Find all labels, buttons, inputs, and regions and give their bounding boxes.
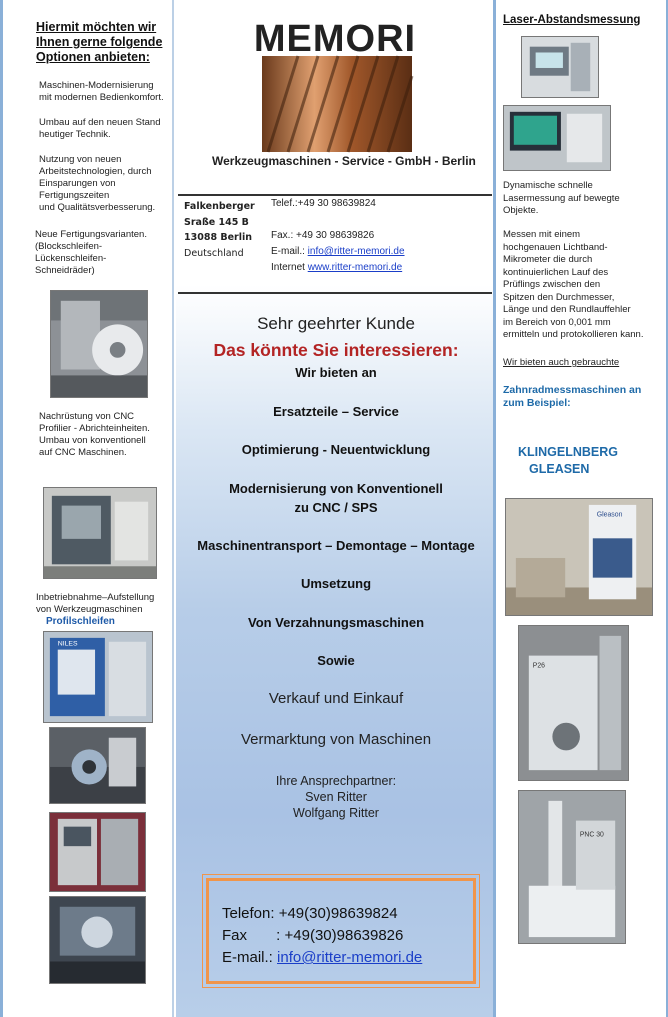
right-column <box>497 0 668 1017</box>
photo-laser-device <box>521 36 599 98</box>
address-country: Deutschland <box>184 247 244 259</box>
email-label: E-mail.: <box>271 246 308 257</box>
address-city: 13088 Berlin <box>184 232 253 243</box>
service-optimierung: Optimierung - Neuentwicklung <box>241 442 431 457</box>
company-logo <box>184 18 486 176</box>
web-link[interactable]: www.ritter-memori.de <box>307 262 403 273</box>
service-umsetzung: Umsetzung <box>300 576 372 591</box>
photo-machine-interior <box>49 896 146 984</box>
fax-line: Fax.: +49 30 98639826 <box>271 230 375 241</box>
left-item-modernisierung: Maschinen-Modernisierung mit modernen Bedienkomfort. <box>39 80 164 103</box>
left-item-umbau: Umbau auf den neuen Stand heutiger Technik. <box>39 117 161 140</box>
sales-vermarktung: Vermarktung von Maschinen <box>240 731 432 748</box>
service-verzahnung: Von Verzahnungsmaschinen <box>247 615 425 630</box>
laser-text-1: Dynamische schnelle Lasermessung auf bewegte Objekte. <box>503 180 620 216</box>
contact-person-1: Sven Ritter <box>305 790 367 804</box>
sales-verkauf: Verkauf und Einkauf <box>268 690 404 707</box>
web-line <box>271 260 405 276</box>
service-transport: Maschinentransport – Demontage – Montage <box>197 538 475 553</box>
left-column <box>0 0 174 1017</box>
photo-p26-machine <box>518 625 629 781</box>
left-heading: Hiermit möchten wir Ihnen gerne folgende Optionen anbieten: <box>36 20 163 64</box>
box-email-label: E-mail.: <box>222 949 278 966</box>
brand-gleasen: GLEASEN <box>529 462 590 476</box>
left-item-nachruestung: Nachrüstung von CNC Profilier - Abrichteinheiten. Umbau von konventionell auf CNC Maschinen. <box>39 411 150 458</box>
logo-title: MEMORI <box>253 18 417 60</box>
web-label: Internet <box>271 262 308 273</box>
niles-label: NILES <box>57 640 78 648</box>
left-item-inbetriebnahme: Inbetriebnahme–Aufstellung von Werkzeugmaschinen <box>36 592 155 615</box>
greeting: Sehr geehrter Kunde <box>257 314 415 333</box>
photo-control-cabinet <box>49 812 146 892</box>
photo-niles-machine <box>43 631 153 723</box>
service-sowie: Sowie <box>317 653 355 668</box>
email-link[interactable]: info@ritter-memori.de <box>307 246 405 257</box>
photo-pnc30-machine <box>518 790 626 944</box>
used-offer: Wir bieten auch gebrauchte <box>503 357 620 368</box>
center-column <box>176 0 496 1017</box>
contact-person-2: Wolfgang Ritter <box>293 806 379 820</box>
offer-intro: Wir bieten an <box>295 365 377 380</box>
box-email-link[interactable]: info@ritter-memori.de <box>277 949 423 966</box>
headline: Das könnte Sie interessieren: <box>213 340 459 360</box>
service-modernisierung: Modernisierung von Konventionell zu CNC / SPS <box>229 481 443 515</box>
box-email <box>222 949 422 966</box>
photo-laser-monitor <box>503 105 611 171</box>
address-street2: Sraße 145 B <box>184 216 249 228</box>
email-line <box>271 244 405 260</box>
photo-grinding-machine <box>50 290 148 398</box>
box-fax: Fax : +49(30)98639826 <box>222 927 404 944</box>
address-block <box>184 199 255 261</box>
left-item-arbeitstechnologien: Nutzung von neuen Arbeitstechnologien, durch Einsparungen von Fertigungszeiten und Qualitätsverbesserung. <box>39 154 156 213</box>
left-profilschleifen: Profilschleifen <box>46 616 115 627</box>
box-phone: Telefon: +49(30)98639824 <box>222 905 398 922</box>
contacts-label: Ihre Ansprechpartner: <box>275 774 397 788</box>
brand-klingelnberg: KLINGELNBERG <box>518 445 618 459</box>
photo-gear-grinding <box>49 727 146 804</box>
pnc30-label: PNC 30 <box>579 831 604 839</box>
left-item-fertigungsvarianten: Neue Fertigungsvarianten. (Blockschleifen- Lückenschleifen- Schneidräder) <box>35 229 147 276</box>
right-heading: Laser-Abstandsmessung <box>503 14 641 26</box>
p26-label: P26 <box>532 662 545 670</box>
laser-text-2: Messen mit einem hochgenauen Lichtband- Mikrometer die durch kontinuierlichen Lauf des Prüflings zwischen den Spitzen den Durchmesser, Länge und den Rundlauffehler im Bereich von 0,001 mm ermitteln und protokollieren kann. <box>503 229 644 340</box>
address-street1: Falkenberger <box>184 201 255 212</box>
contact-box <box>206 878 476 984</box>
zahnrad-text: Zahnradmessmaschinen an zum Beispiel: <box>503 384 642 409</box>
photo-cnc-machine <box>43 487 157 579</box>
divider-bottom <box>178 292 492 294</box>
logo-subtitle: Werkzeugmaschinen - Service - GmbH - Berlin <box>212 154 476 168</box>
telephone-line: Telef.:+49 30 98639824 <box>271 198 376 209</box>
gleason-label: Gleason <box>596 511 623 519</box>
contact-details <box>271 196 405 276</box>
photo-gleason-machine <box>505 498 653 616</box>
service-ersatzteile: Ersatzteile – Service <box>273 404 399 419</box>
